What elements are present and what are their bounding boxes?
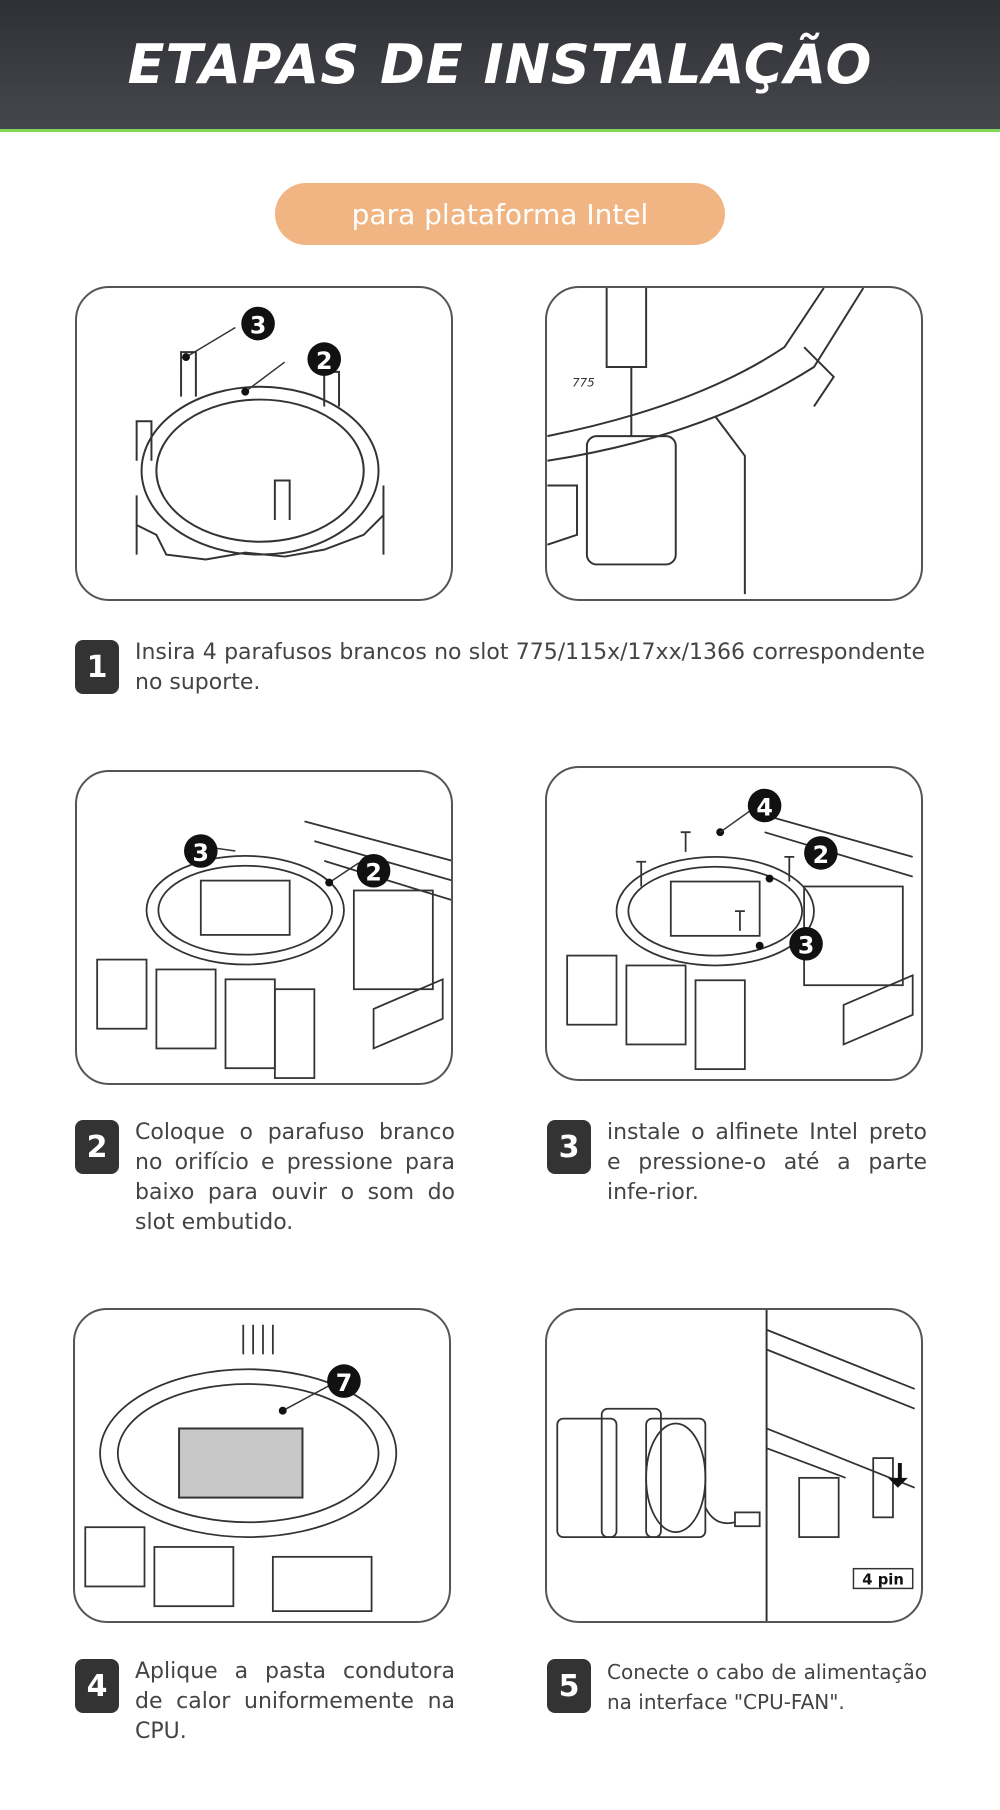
step-text: instale o alfinete Intel preto e pressione-o até a parte infe-rior. xyxy=(607,1120,927,1205)
illustration-bracket-screws xyxy=(75,286,453,601)
illustration-screw-closeup xyxy=(545,286,923,601)
step-text: Conecte o cabo de alimentação na interface "CPU-FAN". xyxy=(607,1660,927,1714)
callout-7 xyxy=(327,1364,361,1398)
platform-label: para plataforma Intel xyxy=(351,197,649,231)
callout-3 xyxy=(241,307,275,341)
callout-2 xyxy=(804,836,838,870)
svg-text:2: 2 xyxy=(365,858,382,887)
illustration-intel-pins xyxy=(545,766,923,1081)
step-4 xyxy=(75,1657,455,1747)
step-text: Coloque o parafuso branco no orifício e pressione para baixo para ouvir o som do slot embutido. xyxy=(135,1120,455,1235)
page-header xyxy=(0,0,1000,132)
step-number-badge: 1 xyxy=(75,640,119,694)
step-text: Aplique a pasta condutora de calor uniformemente na CPU. xyxy=(135,1659,455,1744)
callout-3 xyxy=(184,834,218,868)
step-1 xyxy=(75,638,925,698)
svg-text:4: 4 xyxy=(756,793,773,822)
svg-text:3: 3 xyxy=(797,931,815,960)
step-number-badge: 4 xyxy=(75,1659,119,1713)
platform-badge xyxy=(275,183,725,245)
illustration-thermal-paste xyxy=(73,1308,451,1623)
callout-2 xyxy=(307,342,341,376)
step-text: Insira 4 parafusos brancos no slot 775/115x/17xx/1366 correspondente no suporte. xyxy=(135,640,925,695)
callout-2 xyxy=(357,854,391,888)
step-number-badge: 5 xyxy=(547,1659,591,1713)
illustration-fan-connector xyxy=(545,1308,923,1623)
svg-text:2: 2 xyxy=(315,346,333,375)
illustration-motherboard-bracket xyxy=(75,770,453,1085)
callout-3 xyxy=(789,927,823,961)
slot-size-label: 775 xyxy=(572,375,595,390)
step-number-badge: 3 xyxy=(547,1120,591,1174)
svg-text:2: 2 xyxy=(812,840,830,869)
svg-text:3: 3 xyxy=(192,838,210,867)
step-3 xyxy=(547,1118,927,1208)
step-2 xyxy=(75,1118,455,1238)
step-5 xyxy=(547,1657,927,1717)
callout-4 xyxy=(748,789,782,823)
page-title: ETAPAS DE INSTALAÇÃO xyxy=(127,33,873,96)
svg-text:7: 7 xyxy=(335,1368,353,1397)
connector-label: 4 pin xyxy=(862,1571,904,1589)
svg-text:3: 3 xyxy=(249,311,267,340)
step-number-badge: 2 xyxy=(75,1120,119,1174)
